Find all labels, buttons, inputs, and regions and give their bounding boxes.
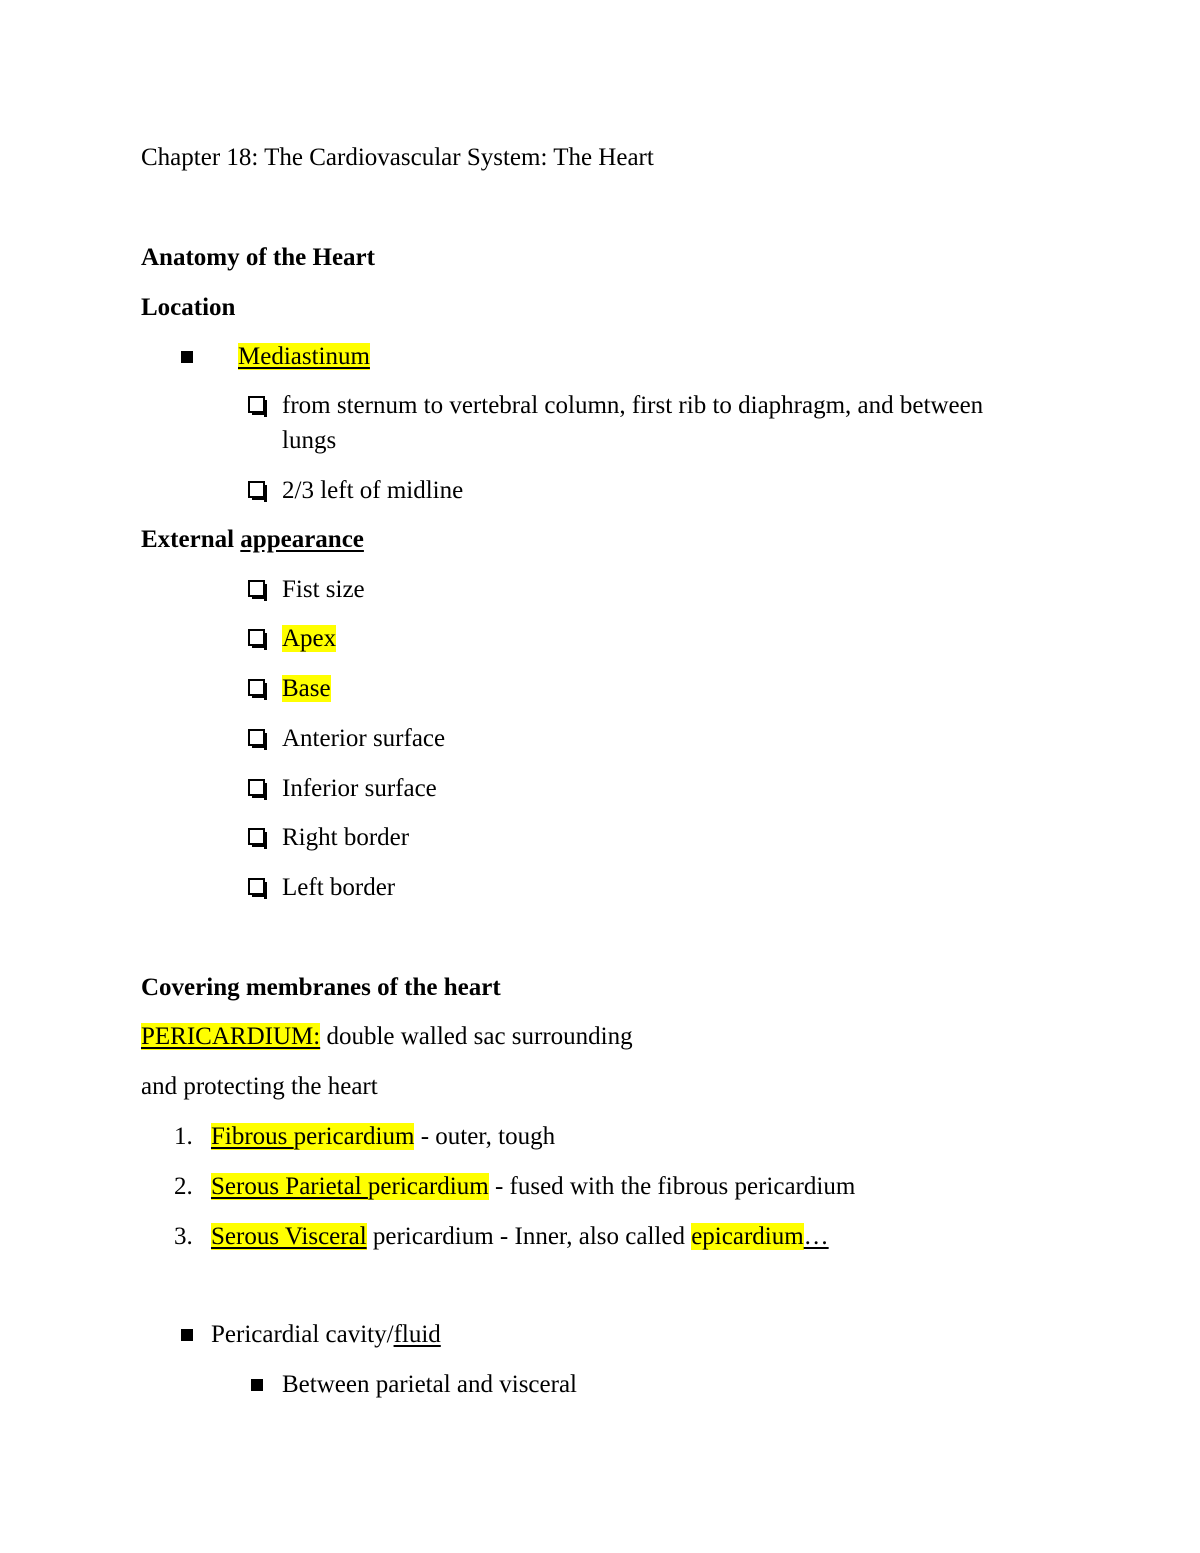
ellipsis: … (803, 1223, 829, 1250)
checkbox-bullet-icon (248, 679, 265, 696)
highlighted-term: pericardium (293, 1123, 415, 1150)
highlighted-term: epicardium (691, 1223, 804, 1250)
section-heading-covering-membranes: Covering membranes of the heart (141, 974, 501, 1001)
pericardium-definition (141, 1022, 633, 1052)
numbered-item-serous-visceral (211, 1222, 829, 1252)
definition-text: double walled sac surrounding (320, 1023, 633, 1050)
list-item: Between parietal and visceral (282, 1371, 577, 1398)
checkbox-bullet-icon (248, 396, 265, 413)
section-heading-anatomy: Anatomy of the Heart (141, 244, 375, 271)
numbered-item-serous-parietal (211, 1172, 855, 1202)
list-item-mediastinum (238, 342, 370, 372)
checkbox-bullet-icon (248, 878, 265, 895)
underlined-term: fluid (393, 1321, 441, 1348)
page-title: Chapter 18: The Cardiovascular System: The Heart (141, 144, 654, 171)
numbered-item-fibrous (211, 1122, 555, 1152)
heading-text: External (141, 526, 241, 553)
checkbox-bullet-icon (248, 629, 265, 646)
subheading-external-appearance (141, 525, 364, 555)
list-item-base (282, 674, 331, 704)
highlighted-term: pericardium (367, 1173, 489, 1200)
pericardium-definition-continuation: and protecting the heart (141, 1073, 378, 1100)
list-item: Inferior surface (282, 775, 437, 802)
checkbox-bullet-icon (248, 779, 265, 796)
square-bullet-icon (181, 1329, 193, 1341)
subheading-location: Location (141, 294, 236, 321)
item-description: - outer, tough (414, 1123, 556, 1150)
list-item: Fist size (282, 576, 365, 603)
item-description: - fused with the fibrous pericardium (488, 1173, 856, 1200)
list-number: 3. (174, 1223, 193, 1250)
list-number: 1. (174, 1123, 193, 1150)
square-bullet-icon (251, 1379, 263, 1391)
list-item: Left border (282, 874, 396, 901)
list-item: Right border (282, 824, 410, 851)
checkbox-bullet-icon (248, 580, 265, 597)
checkbox-bullet-icon (248, 729, 265, 746)
list-number: 2. (174, 1173, 193, 1200)
list-item-continuation: lungs (282, 427, 337, 454)
item-text: Pericardial cavity/ (211, 1321, 394, 1348)
checkbox-bullet-icon (248, 828, 265, 845)
highlighted-term: Serous Parietal (211, 1173, 368, 1200)
highlighted-term: Mediastinum (238, 343, 370, 370)
list-item-pericardial-cavity (211, 1320, 441, 1350)
checkbox-bullet-icon (248, 481, 265, 498)
square-bullet-icon (181, 351, 193, 363)
highlighted-term: Base (282, 675, 331, 702)
highlighted-term: PERICARDIUM: (141, 1023, 321, 1050)
item-description: pericardium - Inner, also called (366, 1223, 692, 1250)
heading-underlined-text: appearance (240, 526, 364, 553)
highlighted-term: Serous Visceral (211, 1223, 367, 1250)
highlighted-term: Apex (282, 625, 337, 652)
list-item: Anterior surface (282, 725, 446, 752)
list-item-apex (282, 624, 336, 654)
list-item: from sternum to vertebral column, first rib to diaphragm, and between (282, 392, 984, 419)
highlighted-term: Fibrous (211, 1123, 294, 1150)
list-item: 2/3 left of midline (282, 477, 464, 504)
